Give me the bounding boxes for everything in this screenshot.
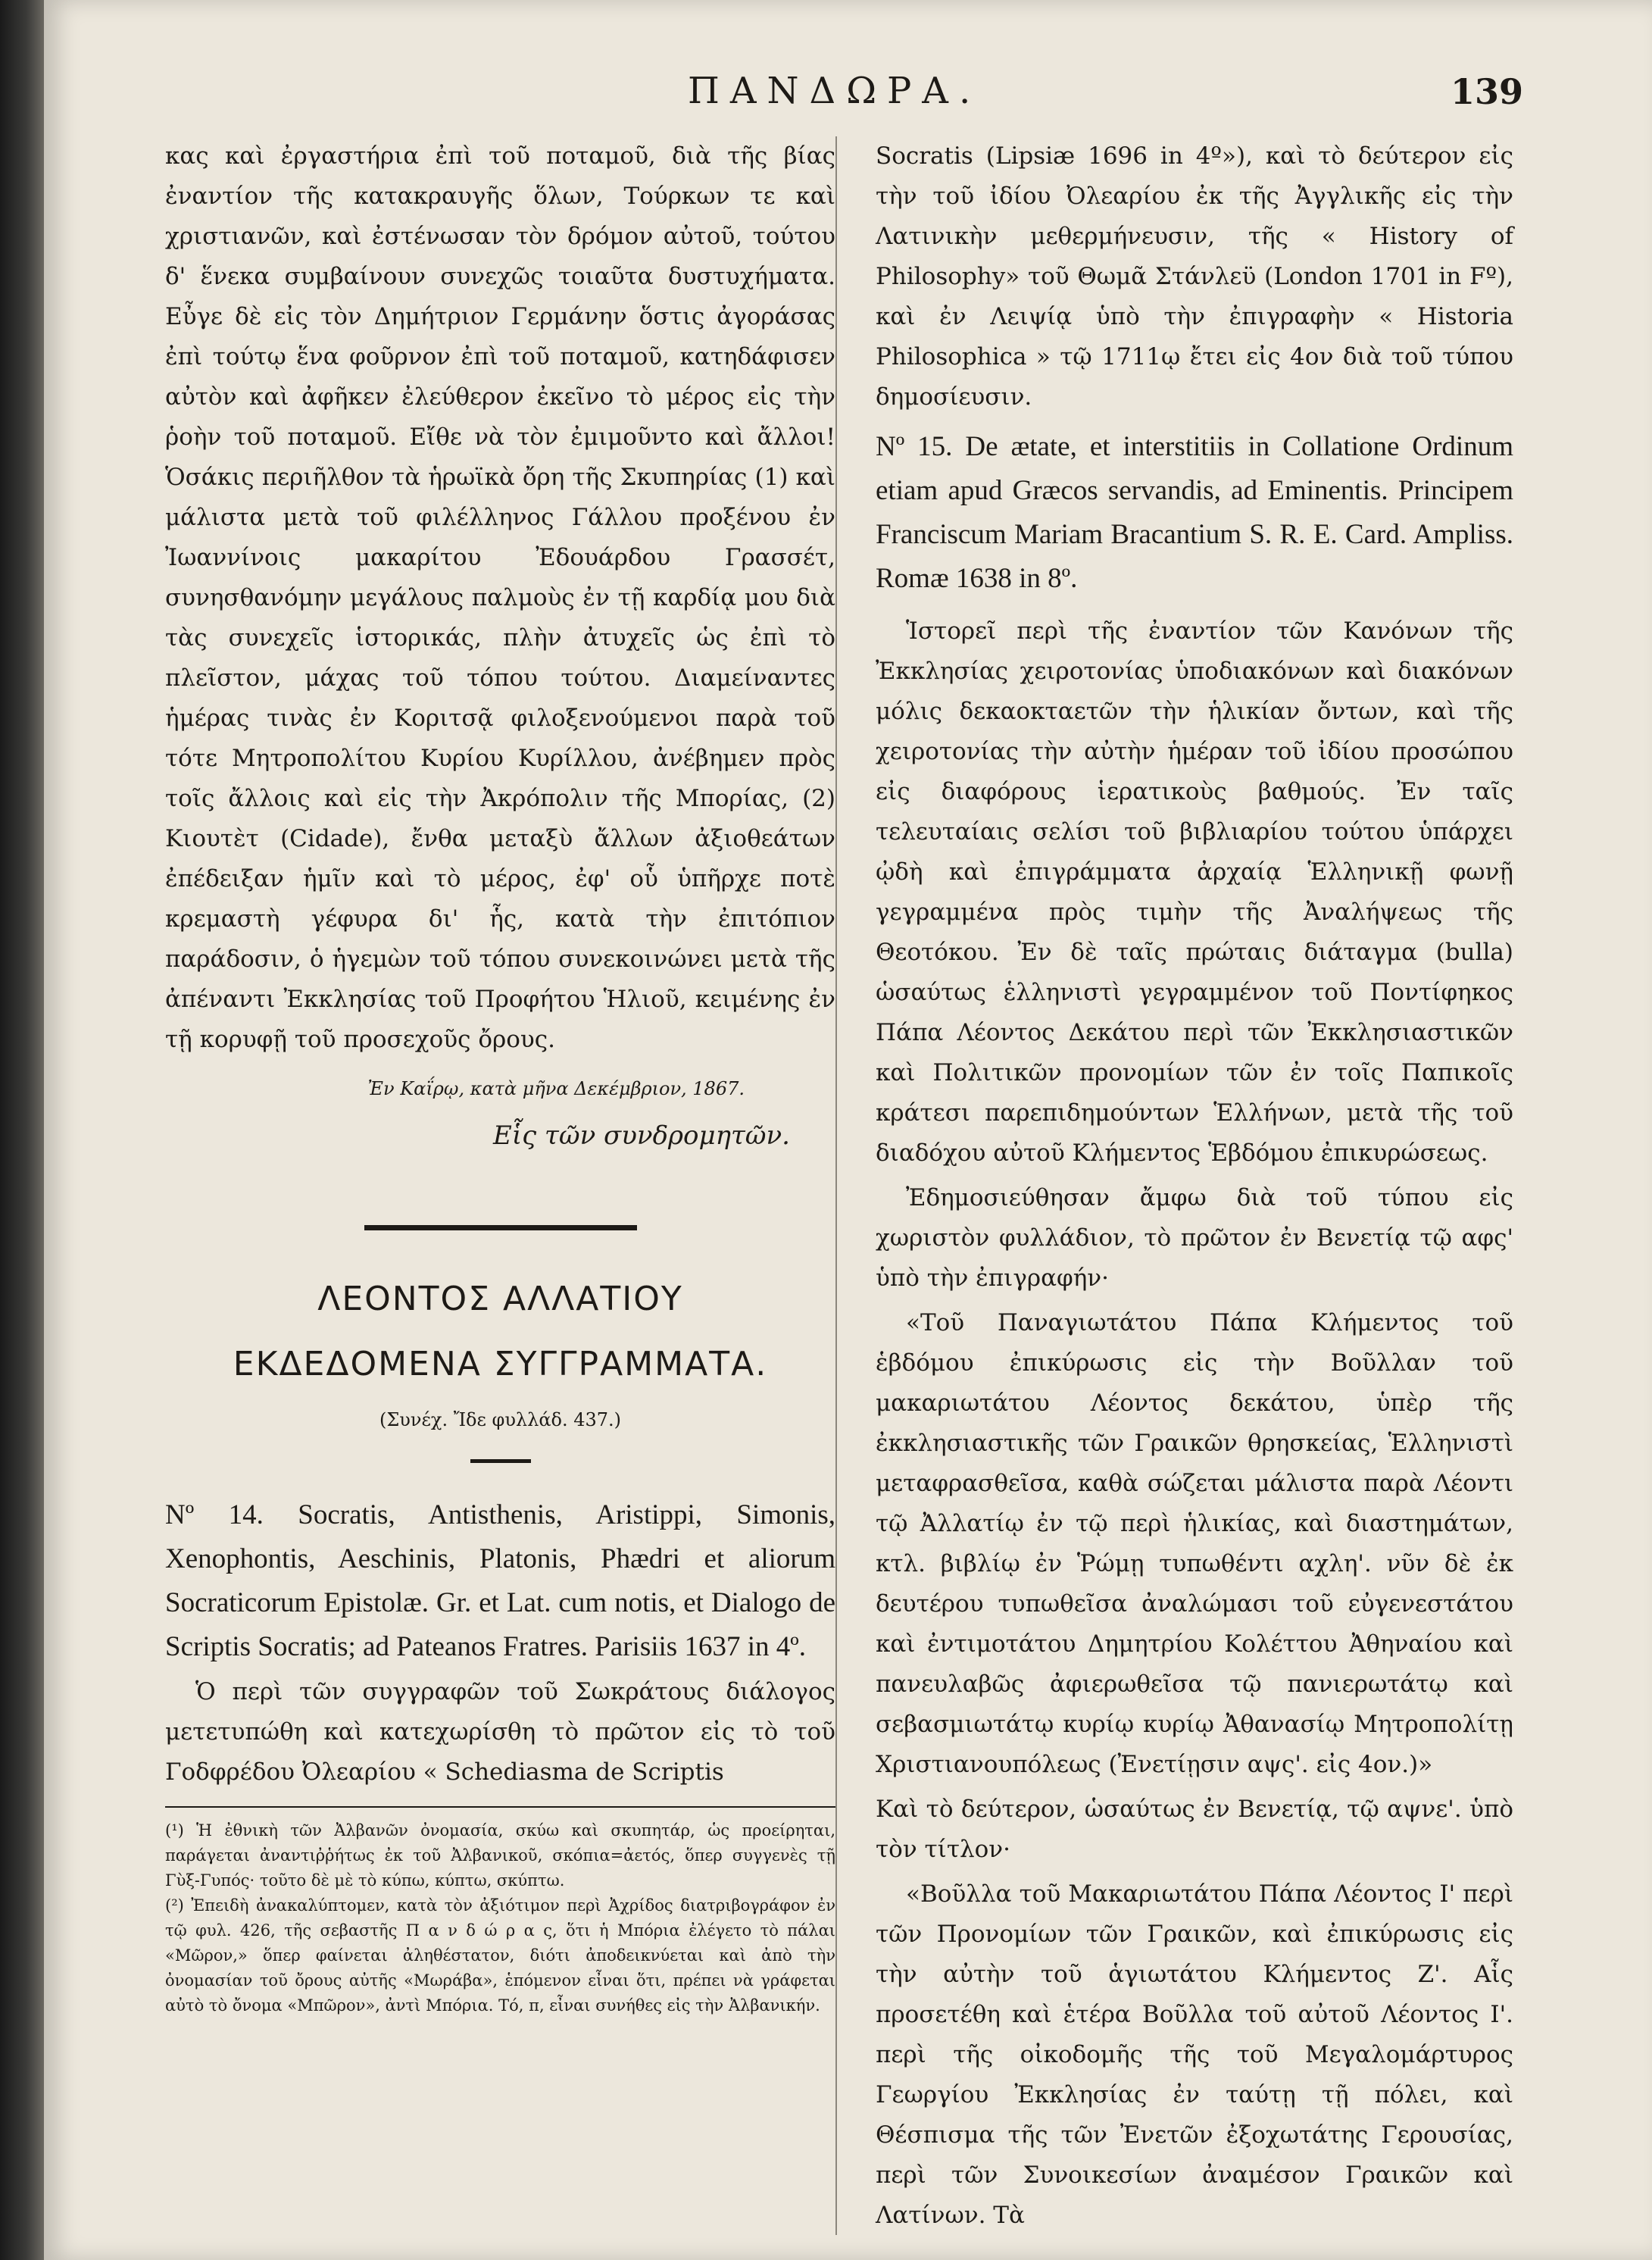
signature: Εἷς τῶν συνδρομητῶν.: [493, 1121, 790, 1151]
quoted-title: «Βοῦλλα τοῦ Μακαριωτάτου Πάπα Λέοντος Ι' περὶ τῶν Προνομίων τῶν Γραικῶν, καὶ ἐπικύρωσις εἰς τὴν αὐτὴν τοῦ ἁγιωτάτου Κλήμεντος Ζ'. Αἷς προσετέθη καὶ ἑτέρα Βοῦλλα τοῦ αὐτοῦ Λέοντος Ι'. περὶ τῆς οἰκοδομῆς τῆς τοῦ Μεγαλομάρτυρος Γεωργίου Ἐκκλησίας ἐν ταύτῃ τῇ πόλει, καὶ Θέσπισμα τῆς τῶν Ἐνετῶν ἐξοχωτάτης Γερουσίας, περὶ τῶν Συνοικεσίων ἀναμέσον Γραικῶν καὶ Λατίνων. Τὰ: [876, 1880, 1513, 2229]
quoted-title: «Τοῦ Παναγιωτάτου Πάπα Κλήμεντος τοῦ ἑβδόμου ἐπικύρωσις εἰς τὴν Βοῦλλαν τοῦ μακαριωτάτου Λέοντος δεκάτου, ὑπὲρ τῆς ἐκκλησιαστικῆς τῶν Γραικῶν θρησκείας, Ἑλληνιστὶ μεταφρασθεῖσα, καθὰ σώζεται μάλιστα παρὰ Λέοντι τῷ Ἀλλατίῳ ἐν τῷ περὶ ἡλικίας, καὶ διαστημάτων, κτλ. βιβλίῳ ἐν Ῥώμῃ τυπωθέντι αχλη'. νῦν δὲ ἐκ δευτέρου τυπωθεῖσα ἀναλώμασι τοῦ εὐγενεστάτου καὶ ἐντιμοτάτου Δημητρίου Κολέττου Ἀθηναίου καὶ πανευλαβῶς ἀφιερωθεῖσα τῷ πανιερωτάτῳ καὶ σεβασμιωτάτῳ κυρίῳ κυρίῳ Ἀθανασίῳ Μητροπολίτῃ Χριστιανουπόλεως (Ἐνετίῃσιν αψς'. εἰς 4ον.)»: [876, 1309, 1513, 1778]
section-title-works: ΕΚΔΕΔΟΜΕΝΑ ΣΥΓΓΡΑΜΜΑΤΑ.: [233, 1345, 768, 1383]
body-paragraph: Ἐδημοσιεύθησαν ἄμφω διὰ τοῦ τύπου εἰς χωριστὸν φυλλάδιον, τὸ πρῶτον ἐν Βενετίᾳ τῷ αφς' ὑπὸ τὴν ἐπιγραφήν·: [876, 1184, 1513, 1292]
page-header: [44, 70, 1652, 123]
dateline: Ἐν Καΐρῳ, κατὰ μῆνα Δεκέμβριον, 1867.: [367, 1078, 745, 1099]
footnote-1: (¹) Ἡ ἐθνικὴ τῶν Ἀλβανῶν ὀνομασία, σκύω καὶ σκυπητάρ, ὡς προείρηται, παράγεται ἀναντιῤῥήτως ἐκ τοῦ Ἀλβανικοῦ, σκόπια=ἀετός, ὅπερ συγγενὲς τῇ Γὺξ-Γυπός· τοῦτο δὲ μὲ τὸ κύπω, κύπτω, σκύπτω.: [165, 1821, 835, 1890]
running-title: ΠΑΝΔΩΡΑ.: [688, 70, 982, 112]
right-column: [839, 136, 1513, 2236]
ornament-rule: [470, 1459, 531, 1463]
column-divider: [835, 136, 837, 2235]
footnote-2: (²) Ἐπειδὴ ἀνακαλύπτομεν, κατὰ τὸν ἀξιότιμον περὶ Ἀχρίδος διατριβογράφον ἐν τῷ φυλ. 426, τῆς σεβαστῆς Π α ν δ ώ ρ α ς, ὅτι ἡ Μπόρια ἐλέγετο τὸ πάλαι «Μῶρον,» ὅπερ φαίνεται ἀληθέστατον, διότι ἀποδεικνύεται καὶ ἀπὸ τὴν ὀνομασίαν τοῦ ὄρους αὐτῆς «Μωράβα», ἑπόμενον εἶναι ὅτι, πρέπει νὰ γράφεται αὐτὸ τὸ ὄνομα «Μπῶρον», ἀντὶ Μπόρια. Τό, π, εἶναι συνήθες εἰς τὴν Ἀλβανικήν.: [165, 1896, 835, 2015]
left-column: [165, 136, 835, 2018]
page-number: 139: [1450, 71, 1523, 112]
entry-15-heading: Nº 15. De ætate, et interstitiis in Collatione Ordinum etiam apud Græcos servandis, ad Eminentis. Principem Franciscum Mariam Bracantium S. R. E. Card. Ampliss. Romæ 1638 in 8º.: [876, 431, 1513, 594]
section-title-author: ΛΕΟΝΤΟΣ ΑΛΛΑΤΙΟΥ: [317, 1280, 683, 1318]
body-paragraph: Καὶ τὸ δεύτερον, ὡσαύτως ἐν Βενετίᾳ, τῷ αψνε'. ὑπὸ τὸν τίτλον·: [876, 1796, 1513, 1863]
body-paragraph: Ἱστορεῖ περὶ τῆς ἐναντίον τῶν Κανόνων τῆς Ἐκκλησίας χειροτονίας ὑποδιακόνων καὶ διακόνων μόλις δεκαοκταετῶν τὴν ἡλικίαν ὄντων, καὶ τῆς χειροτονίας τὴν αὐτὴν ἡμέραν τοῦ ἰδίου προσώπου εἰς διαφόρους ἱερατικοὺς βαθμούς. Ἐν ταῖς τελευταίαις σελίσι τοῦ βιβλιαρίου τούτου ὑπάρχει ᾠδὴ καὶ ἐπιγράμματα ἀρχαίᾳ Ἑλληνικῇ φωνῇ γεγραμμένα πρὸς τιμὴν τῆς Ἀναλήψεως τῆς Θεοτόκου. Ἐν δὲ ταῖς πρώταις διάταγμα (bulla) ὡσαύτως ἑλληνιστὶ γεγραμμένον τοῦ Ποντίφηκος Πάπα Λέοντος Δεκάτου περὶ τῶν Ἐκκλησιαστικῶν καὶ Πολιτικῶν προνομίων τῶν ἐν τοῖς Παπικοῖς κράτεσι παρεπιδημούντων Ἑλλήνων, μετὰ τῆς τοῦ διαδόχου αὐτοῦ Κλήμεντος Ἑβδόμου ἐπικυρώσεως.: [876, 617, 1513, 1167]
entry-14-text: Ὁ περὶ τῶν συγγραφῶν τοῦ Σωκράτους διάλογος μετετυπώθη καὶ κατεχωρίσθη τὸ πρῶτον εἰς τὸ τοῦ Γοδφρέδου Ὀλεαρίου « Schediasma de Scriptis: [165, 1678, 835, 1786]
section-rule: [364, 1225, 637, 1230]
footnote-rule: [165, 1806, 835, 1808]
continuation-paragraph: Socratis (Lipsiæ 1696 in 4º»), καὶ τὸ δεύτερον εἰς τὴν τοῦ ἰδίου Ὀλεαρίου ἐκ τῆς Ἀγγλικῆς εἰς τὴν Λατινικὴν μεθερμήνευσιν, τῆς « History of Philosophy» τοῦ Θωμᾶ Στάνλεϋ (London 1701 in Fº), καὶ ἐν Λειψίᾳ ὑπὸ τὴν ἐπιγραφὴν « Historia Philosophica » τῷ 1711ῳ ἔτει εἰς 4ον διὰ τοῦ τύπου δημοσίευσιν.: [876, 142, 1513, 411]
section-continuation-note: (Συνέχ. Ἴδε φυλλάδ. 437.): [379, 1409, 622, 1430]
body-paragraph: κας καὶ ἐργαστήρια ἐπὶ τοῦ ποταμοῦ, διὰ τῆς βίας ἐναντίον τῆς κατακραυγῆς ὅλων, Τούρκων τε καὶ χριστιανῶν, καὶ ἐστένωσαν τὸν δρόμον αὐτοῦ, τούτου δ' ἕνεκα συμβαίνουν συνεχῶς τοιαῦτα δυστυχήματα. Εὖγε δὲ εἰς τὸν Δημήτριον Γερμάνην ὅστις ἀγοράσας ἐπὶ τούτῳ ἕνα φοῦρνον ἐπὶ τοῦ ποταμοῦ, κατηδάφισεν αὐτὸν καὶ ἀφῆκεν ἐλεύθερον ἐκεῖνο τὸ μέρος εἰς τὴν ῥοὴν τοῦ ποταμοῦ. Εἴθε νὰ τὸν ἐμιμοῦντο καὶ ἄλλοι! Ὁσάκις περιῆλθον τὰ ἡρωϊκὰ ὄρη τῆς Σκυπηρίας (1) καὶ μάλιστα μετὰ τοῦ φιλέλληνος Γάλλου προξένου ἐν Ἰωαννίνοις μακαρίτου Ἐδουάρδου Γρασσέτ, συνησθανόμην μεγάλους παλμοὺς ἐν τῇ καρδίᾳ μου διὰ τὰς συνεχεῖς ἱστορικάς, πλὴν ἀτυχεῖς ὡς ἐπὶ τὸ πλεῖστον, μάχας τοῦ τόπου τούτου. Διαμείναντες ἡμέρας τινὰς ἐν Κοριτσᾷ φιλοξενούμενοι παρὰ τοῦ τότε Μητροπολίτου Κυρίου Κυρίλλου, ἀνέβημεν πρὸς τοῖς ἄλλοις καὶ εἰς τὴν Ἀκρόπολιν τῆς Μπορίας, (2) Κιουτὲτ (Cidade), ἔνθα μεταξὺ ἄλλων ἀξιοθεάτων ἐπέδειξαν ἡμῖν καὶ τὸ μέρος, ἐφ' οὗ ὑπῆρχε ποτὲ κρεμαστὴ γέφυρα δι' ἧς, κατὰ τὴν ἐπιτόπιον παράδοσιν, ὁ ἡγεμὼν τοῦ τόπου συνεκοινώνει μετὰ τῆς ἀπέναντι Ἐκκλησίας τοῦ Προφήτου Ἡλιοῦ, κειμένης ἐν τῇ κορυφῇ τοῦ προσεχοῦς ὄρους.: [165, 142, 835, 1053]
entry-14-heading: Nº 14. Socratis, Antisthenis, Aristippi, Simonis, Xenophontis, Aeschinis, Platonis, Phædri et aliorum Socraticorum Epistolæ. Gr. et Lat. cum notis, et Dialogo de Scriptis Socratis; ad Pateanos Fratres. Parisiis 1637 in 4º.: [165, 1499, 835, 1662]
book-binding: [0, 0, 44, 2260]
book-page: [44, 0, 1652, 2260]
